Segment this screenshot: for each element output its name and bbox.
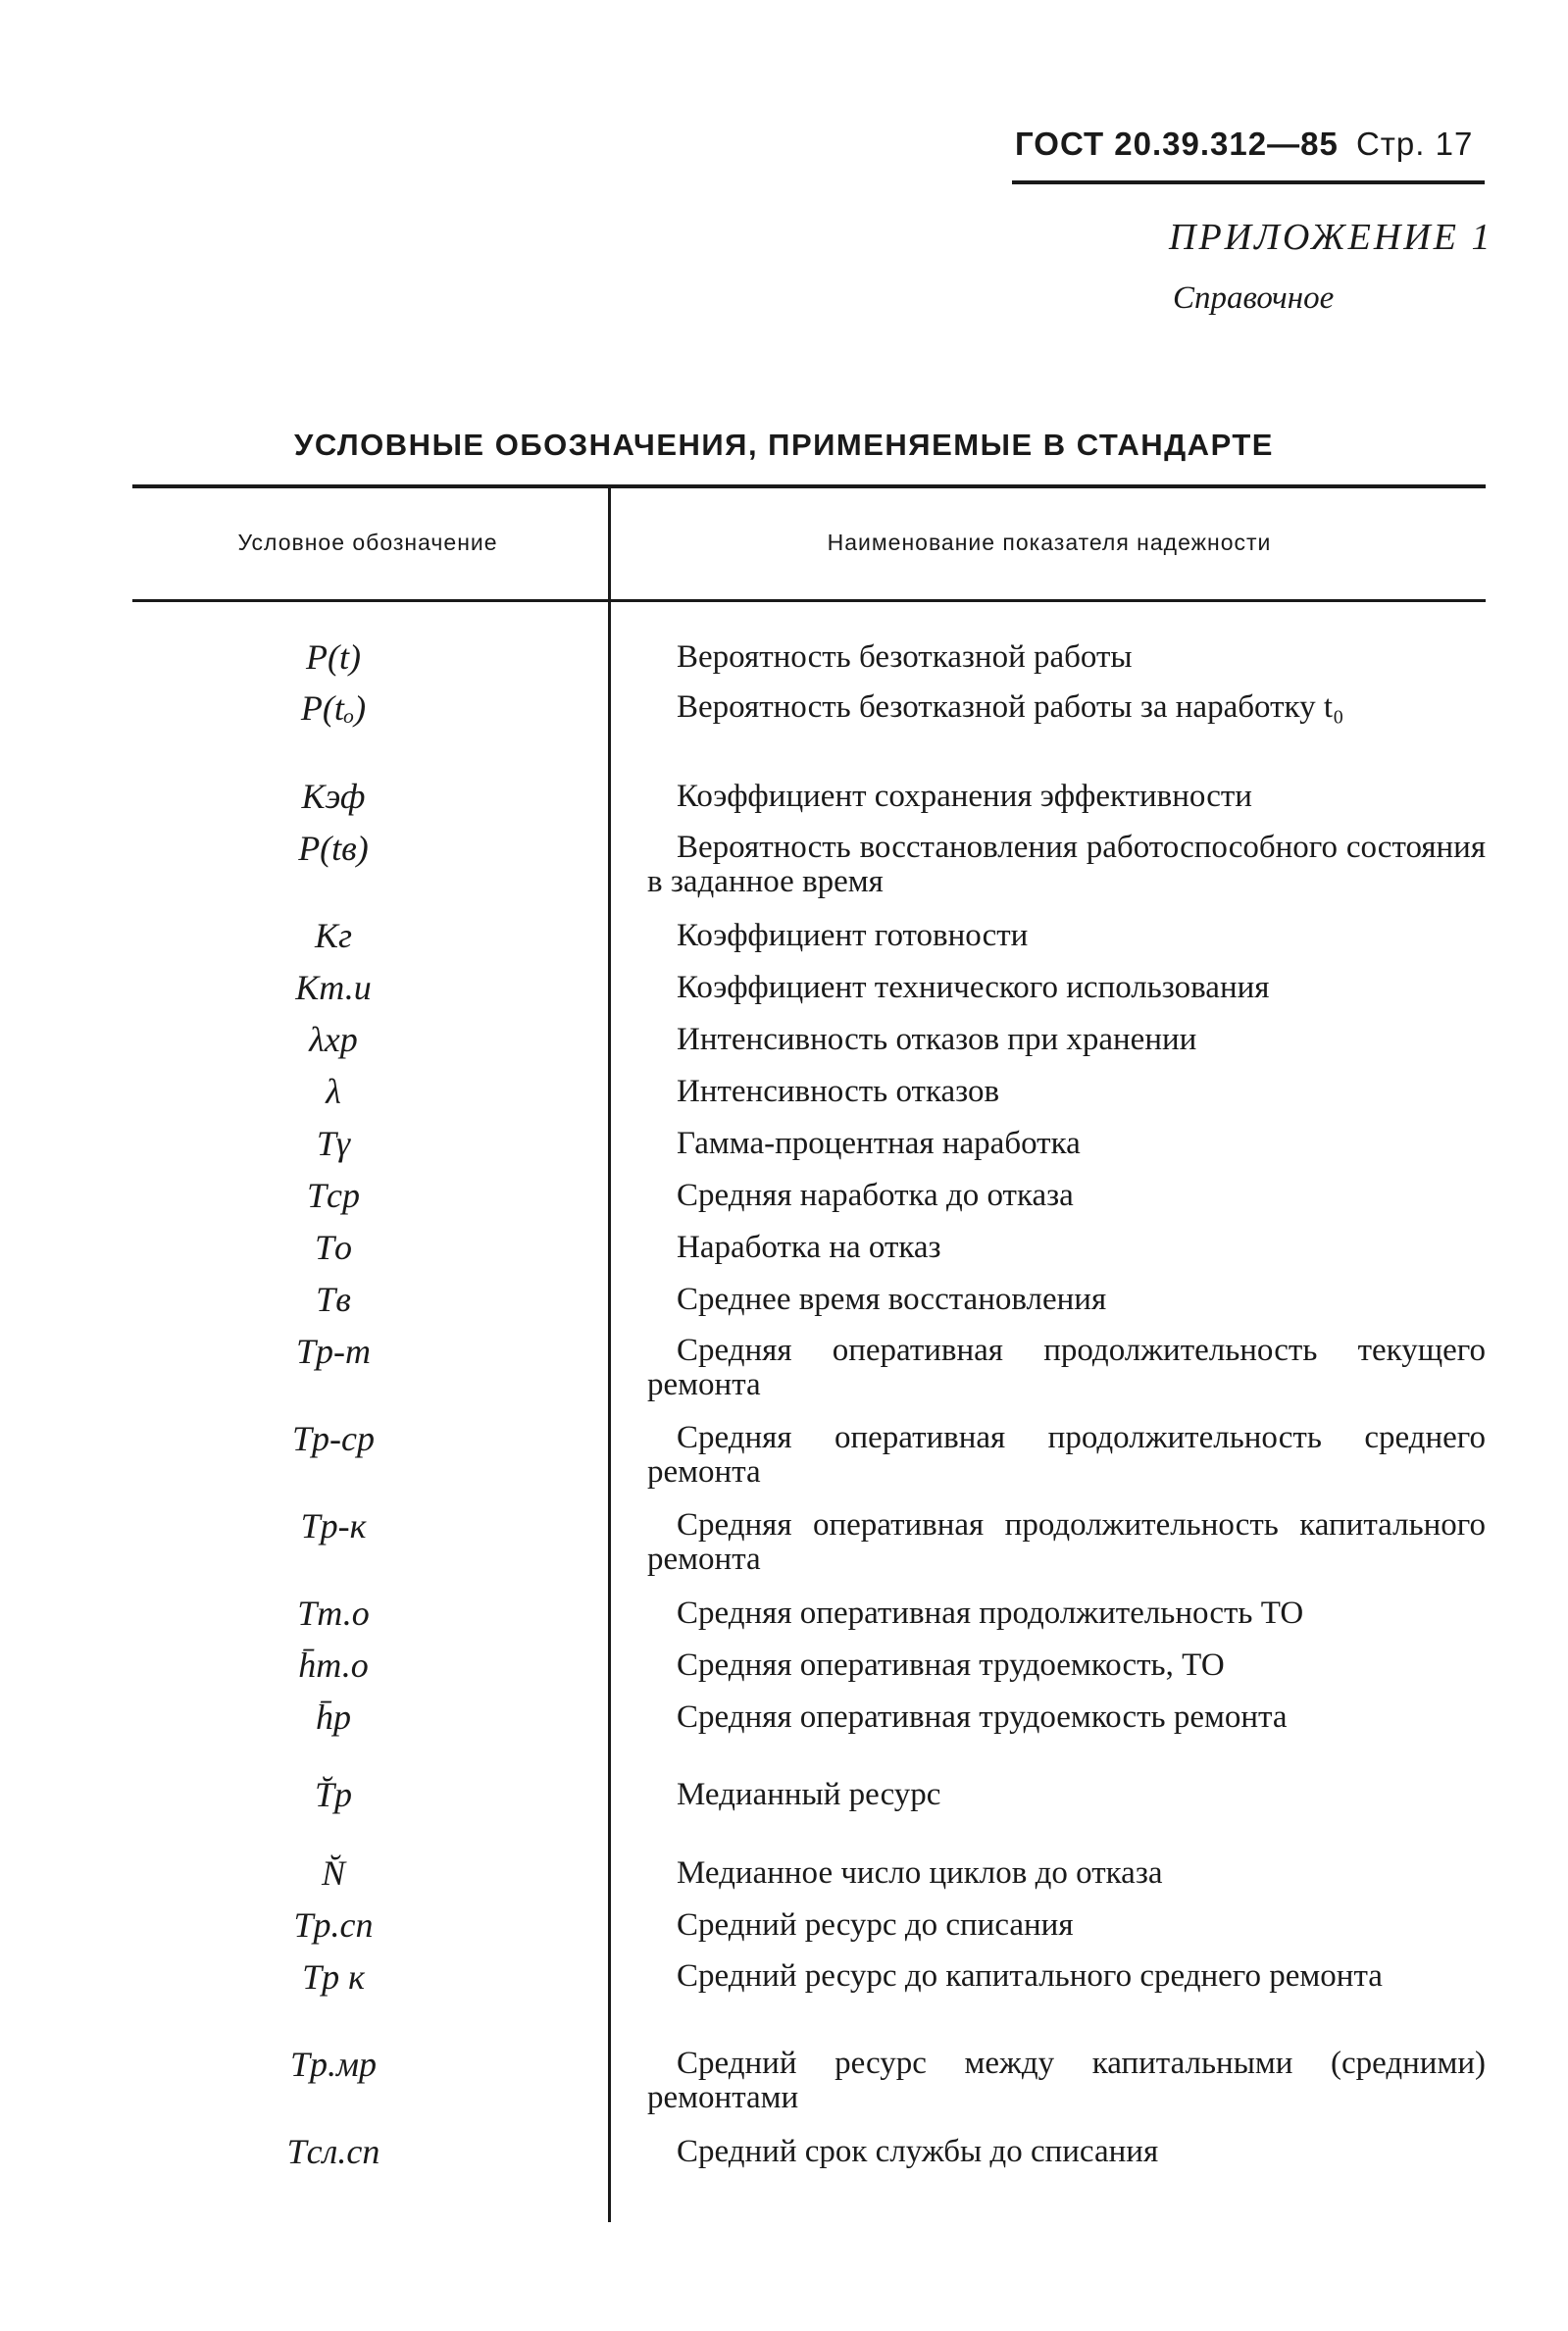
description-cell: Средний ресурс между капитальными (средними) ремонтами xyxy=(647,2046,1486,2115)
description-cell: Коэффициент сохранения эффективности xyxy=(677,779,1252,814)
symbol-cell: Tсл.сп xyxy=(286,2132,380,2171)
description-cell: Средний срок службы до списания xyxy=(677,2134,1159,2169)
symbol-cell: Kг xyxy=(314,916,353,955)
symbol-cell: Tγ xyxy=(316,1124,351,1163)
description-cell: Интенсивность отказов xyxy=(677,1074,1000,1109)
description-cell: Средний ресурс до списания xyxy=(677,1907,1074,1943)
symbol-cell: Kт.и xyxy=(295,968,372,1007)
description-cell: Среднее время восстановления xyxy=(677,1282,1107,1317)
description-cell: Гамма-процентная наработка xyxy=(677,1126,1081,1161)
description-cell: Медианный ресурс xyxy=(677,1777,941,1812)
symbol-cell: T̆р xyxy=(314,1775,353,1814)
column-header-symbol: Условное обозначение xyxy=(237,530,498,555)
description-cell: Интенсивность отказов при хранении xyxy=(677,1022,1197,1057)
description-cell: Средний ресурс до капитального среднего ремонта xyxy=(677,1958,1383,1994)
symbol-cell: Tв xyxy=(316,1280,351,1319)
description-cell: Коэффициент готовности xyxy=(677,918,1029,953)
description-cell: Вероятность восстановления работоспособного состояния в заданное время xyxy=(647,830,1486,899)
symbol-cell: Tт.о xyxy=(297,1594,370,1633)
appendix-label: ПРИЛОЖЕНИЕ 1 xyxy=(1169,217,1493,258)
symbol-cell: Tр.сп xyxy=(293,1905,374,1945)
description-cell: Средняя наработка до отказа xyxy=(677,1178,1074,1213)
description-cell: Вероятность безотказной работы за наработку t₀ xyxy=(677,689,1344,725)
description-cell: Средняя оперативная трудоемкость ремонта xyxy=(677,1699,1288,1735)
symbol-cell: N̆ xyxy=(321,1853,345,1893)
description-cell: Наработка на отказ xyxy=(677,1230,941,1265)
symbol-cell: λ xyxy=(326,1072,341,1111)
standard-number: ГОСТ 20.39.312—85 xyxy=(1015,126,1339,162)
page-header xyxy=(1015,126,1486,163)
symbol-cell: P(t) xyxy=(306,637,361,677)
symbol-cell: Tр-ср xyxy=(292,1419,375,1458)
table-top-rule xyxy=(132,484,1486,488)
symbol-cell: Tр.мр xyxy=(290,2045,377,2084)
description-cell: Медианное число циклов до отказа xyxy=(677,1855,1163,1891)
symbol-cell: Tр-т xyxy=(295,1332,371,1371)
description-cell: Средняя оперативная трудоемкость, ТО xyxy=(677,1647,1225,1683)
symbol-cell: P(tв) xyxy=(298,829,369,868)
table-header-rule xyxy=(132,599,1486,602)
reference-label: Справочное xyxy=(1173,280,1335,316)
symbol-cell: P(tₒ) xyxy=(300,688,367,728)
symbol-cell: Tср xyxy=(307,1176,360,1215)
page-title: УСЛОВНЫЕ ОБОЗНАЧЕНИЯ, ПРИМЕНЯЕМЫЕ В СТАНДАРТЕ xyxy=(294,428,1274,462)
symbol-cell: λхр xyxy=(309,1020,358,1059)
symbol-cell: h̄р xyxy=(316,1698,351,1737)
description-cell: Средняя оперативная продолжительность ТО xyxy=(677,1596,1304,1631)
symbol-cell: Tр-к xyxy=(300,1506,367,1546)
column-header-name: Наименование показателя надежности xyxy=(827,530,1272,555)
symbol-cell: Tр к xyxy=(302,1957,365,1997)
description-cell: Коэффициент технического использования xyxy=(677,970,1270,1005)
header-rule xyxy=(1012,180,1485,184)
symbol-cell: h̄т.о xyxy=(298,1646,369,1685)
column-divider xyxy=(608,486,611,2222)
symbol-cell: Kэф xyxy=(301,777,366,816)
description-cell: Средняя оперативная продолжительность текущего ремонта xyxy=(647,1333,1486,1402)
description-cell: Средняя оперативная продолжительность среднего ремонта xyxy=(647,1420,1486,1490)
page-number: Стр. 17 xyxy=(1355,126,1474,162)
description-cell: Вероятность безотказной работы xyxy=(677,639,1133,675)
description-cell: Средняя оперативная продолжительность капитального ремонта xyxy=(647,1507,1486,1577)
symbol-cell: Tо xyxy=(314,1228,353,1267)
